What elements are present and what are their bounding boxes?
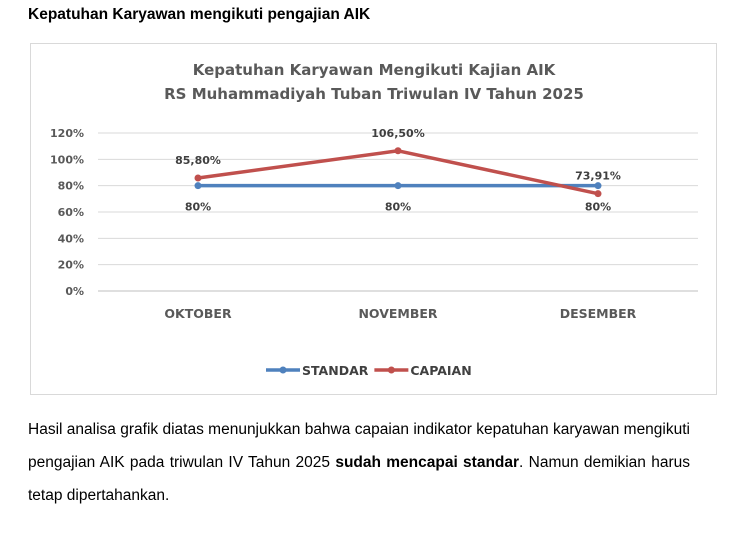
y-tick-label: 20%	[57, 258, 84, 272]
x-axis-categories	[164, 306, 636, 321]
data-label-standar: 80%	[384, 200, 412, 214]
chart-container	[30, 43, 717, 395]
y-tick-label: 40%	[57, 232, 84, 246]
data-point-standar	[595, 182, 602, 189]
legend-label-standar: STANDAR	[302, 363, 369, 378]
series	[195, 147, 602, 197]
data-label-capaian: 106,50%	[371, 126, 425, 140]
y-tick-label: 60%	[57, 206, 84, 219]
legend-marker-capaian	[388, 367, 395, 374]
data-label-standar: 80%	[184, 200, 212, 214]
y-axis-ticks	[50, 127, 84, 298]
chart-title-line2: RS Muhammadiyah Tuban Triwulan IV Tahun 2025	[164, 85, 584, 103]
section-heading: Kepatuhan Karyawan mengikuti pengajian AIK	[28, 6, 371, 23]
analysis-paragraph	[28, 413, 690, 512]
x-category-label: NOVEMBER	[358, 306, 438, 321]
data-label-capaian: 85,80%	[175, 154, 221, 168]
data-label-capaian: 73,91%	[575, 169, 621, 183]
paragraph-text-2: . Namun demikian harus tetap dipertahankan.	[28, 454, 690, 504]
legend-marker-standar	[280, 367, 287, 374]
line-chart	[31, 44, 718, 396]
chart-title-line1: Kepatuhan Karyawan Mengikuti Kajian AIK	[192, 61, 556, 79]
x-category-label: OKTOBER	[164, 306, 232, 321]
data-labels	[175, 127, 621, 214]
data-point-capaian	[195, 175, 202, 182]
x-category-label: DESEMBER	[559, 306, 637, 321]
y-tick-label: 120%	[50, 127, 84, 140]
paragraph-text-1: Hasil analisa grafik diatas menunjukkan bahwa capaian indikator kepatuhan karyawan mengikuti pengajian AIK pada triwulan IV Tahun 2025	[28, 421, 690, 471]
data-point-standar	[195, 182, 202, 189]
data-label-standar: 80%	[584, 200, 612, 214]
legend-label-capaian: CAPAIAN	[410, 363, 472, 378]
data-point-standar	[395, 182, 402, 189]
paragraph-bold: sudah mencapai standar	[335, 454, 520, 471]
y-tick-label: 100%	[50, 153, 84, 167]
legend	[266, 363, 472, 378]
y-tick-label: 80%	[57, 179, 84, 193]
y-tick-label: 0%	[65, 285, 84, 298]
data-point-capaian	[395, 147, 402, 154]
data-point-capaian	[595, 190, 602, 197]
